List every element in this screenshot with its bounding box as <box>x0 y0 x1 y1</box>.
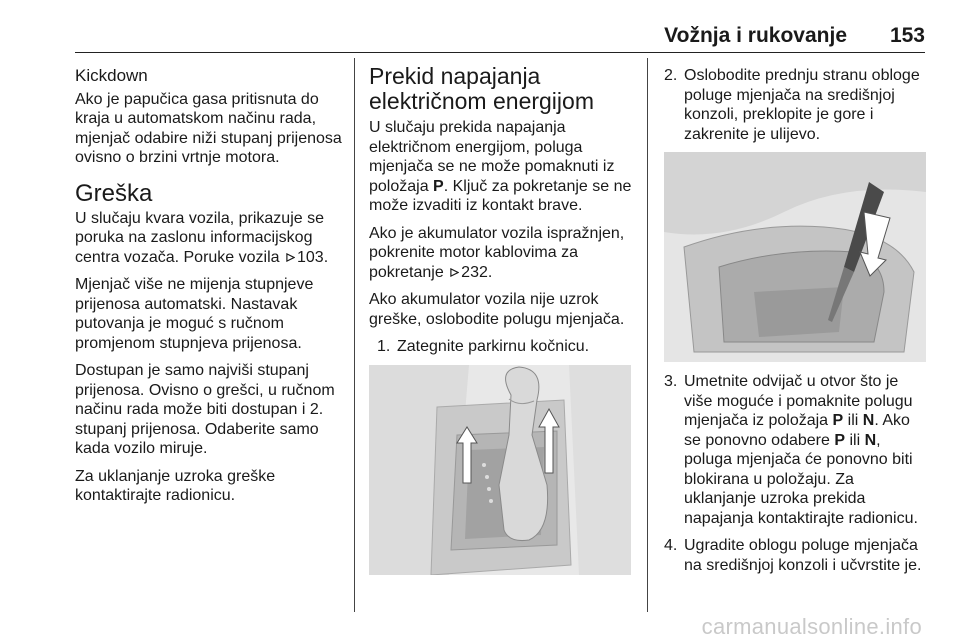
fault-paragraph-4: Za uklanjanje uzroka greške kontaktirajte radionicu. <box>75 467 276 504</box>
gear-selector-illustration <box>369 365 631 575</box>
column-middle <box>369 58 634 575</box>
step-4: 4. Ugradite oblogu poluge mjenjača na središnjoj konzoli i učvrstite je. <box>664 537 922 574</box>
page-header <box>75 22 925 53</box>
page-ref-arrow-icon <box>286 253 295 262</box>
column-left <box>75 58 345 514</box>
fault-paragraph-3: Dostupan je samo najviši stupanj prijenosa. Ovisno o grešci, u ručnom načinu rada može biti dostupan i 2. stupanj prijenosa. Odaberite samo kada vozilo miruje. <box>75 362 335 457</box>
power-failure-heading: Prekid napajanja električnom energijom <box>369 63 594 114</box>
column-divider <box>647 58 648 612</box>
page-number: 153 <box>889 24 925 47</box>
fault-p1-text: U slučaju kvara vozila, prikazuje se poruka na zaslonu informacijskog centra vozača. Poruke vozila <box>75 209 324 266</box>
step-2: 2. Oslobodite prednju stranu obloge poluge mjenjača na središnjoj konzoli, preklopite je gore i zakrenite je ulijevo. <box>664 67 920 143</box>
power-paragraph-2: Ako je akumulator vozila ispražnjen, pokrenite motor kablovima za pokretanje 232. <box>369 224 625 281</box>
kickdown-heading: Kickdown <box>75 66 148 85</box>
step-3: 3. Umetnite odvijač u otvor što je više moguće i pomaknite polugu mjenjača iz položaja P ili N. Ako se ponovno odabere P ili N, poluga mjenjača će ponovno biti blokirana u položaju. Za uklanjanje uzroka prekida napajanja kontaktirajte radionicu. <box>664 373 918 527</box>
fault-heading: Greška <box>75 179 153 207</box>
fault-paragraph-2: Mjenjač više ne mijenja stupnjeve prijenosa automatski. Nastavak putovanja je moguć s ručnom promjenom stupnjeva prijenosa. <box>75 276 314 352</box>
power-paragraph-3: Ako akumulator vozila nije uzrok greške, oslobodite polugu mjenjača. <box>369 291 625 328</box>
kickdown-paragraph: Ako je papučica gasa pritisnuta do kraja u automatskom načinu rada, mjenjač odabire niži stupanj prijenosa ovisno o brzini vrtnje motora. <box>75 90 342 166</box>
step-1: 1. Zategnite parkirnu kočnicu. <box>377 338 590 355</box>
power-p2-ref[interactable]: 232 <box>461 263 488 281</box>
page-ref-arrow-icon <box>450 268 459 277</box>
fault-paragraph-1: U slučaju kvara vozila, prikazuje se poruka na zaslonu informacijskog centra vozača. Poruke vozila 103. <box>75 209 329 266</box>
watermark: carmanualsonline.info <box>701 614 922 639</box>
console-screwdriver-illustration <box>664 152 926 362</box>
fault-p1-ref[interactable]: 103 <box>297 248 324 266</box>
column-divider <box>354 58 355 612</box>
column-right <box>664 58 929 583</box>
section-title: Vožnja i rukovanje <box>664 24 847 47</box>
power-paragraph-1: U slučaju prekida napajanja električnom energijom, poluga mjenjača se ne može pomaknuti iz položaja P. Ključ za pokretanje se ne može izvaditi iz kontakt brave. <box>369 119 632 214</box>
